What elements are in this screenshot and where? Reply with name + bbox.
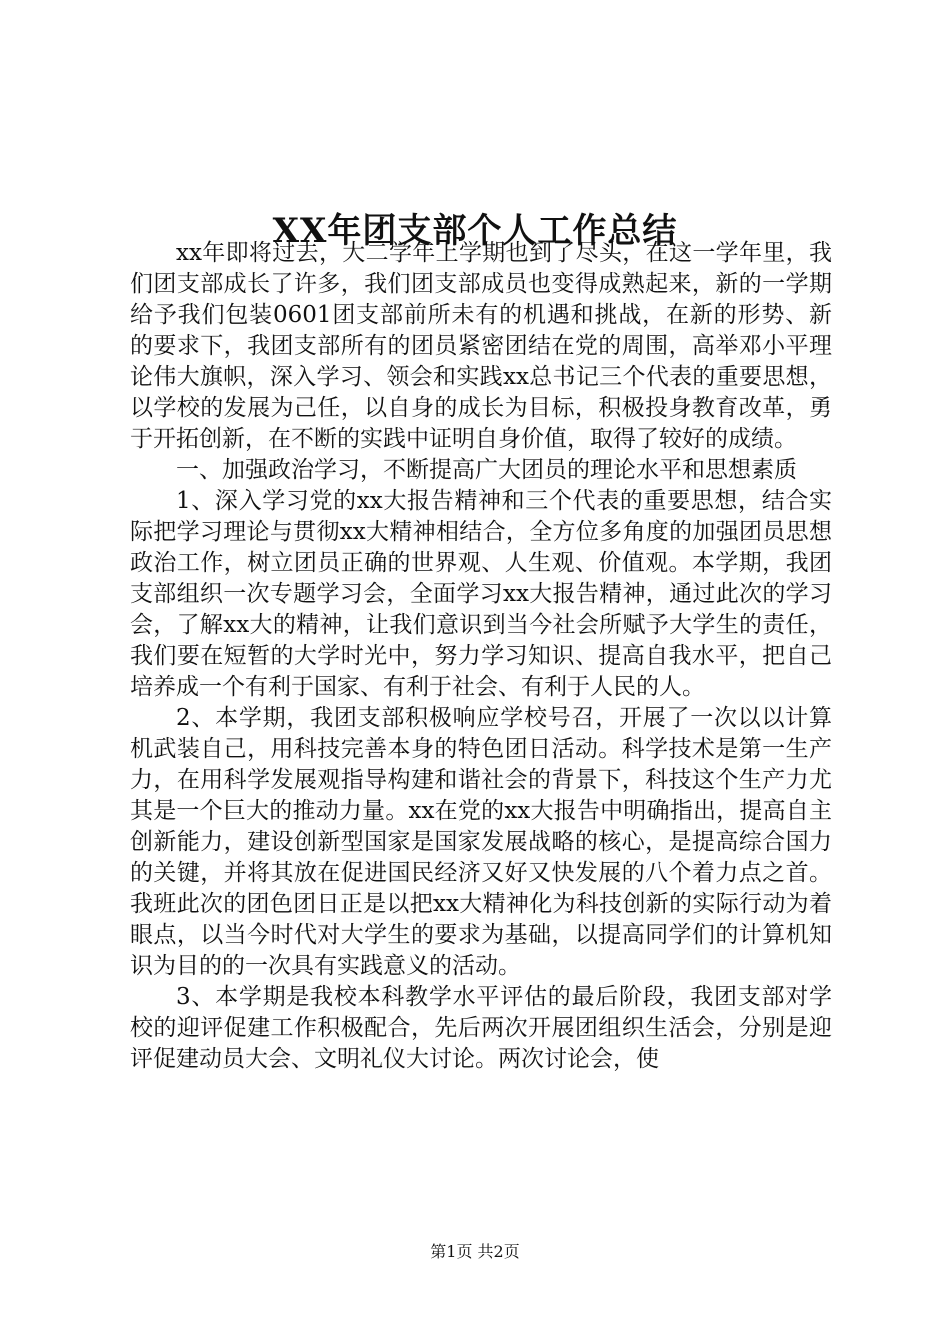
paragraph-item-3: 3、本学期是我校本科教学水平评估的最后阶段，我团支部对学校的迎评促建工作积极配合，先后两次开展团组织生活会，分别是迎评促建动员大会、文明礼仪大讨论。两次讨论会，使 — [130, 984, 832, 1072]
paragraph-item-2: 2、本学期，我团支部积极响应学校号召，开展了一次以以计算机武装自己，用科技完善本身的特色团日活动。科学技术是第一生产力，在用科学发展观指导构建和谐社会的背景下，科技这个生产力尤其是一个巨大的推动力量。xx在党的xx大报告中明确指出，提高自主创新能力，建设创新型国家是国家发展战略的核心，是提高综合国力的关键，并将其放在促进国民经济又好又快发展的八个着力点之首。我班此次的团色团日正是以把xx大精神化为科技创新的实际行动为着眼点，以当今时代对大学生的要求为基础，以提高同学们的计算机知识为目的的一次具有实践意义的活动。 — [130, 705, 832, 979]
page-footer: 第1页 共2页 — [430, 1242, 520, 1261]
paragraph-item-1: 1、深入学习党的xx大报告精神和三个代表的重要思想，结合实际把学习理论与贯彻xx大精神相结合，全方位多角度的加强团员思想政治工作，树立团员正确的世界观、人生观、价值观。本学期，我团支部组织一次专题学习会，全面学习xx大报告精神，通过此次的学习会，了解xx大的精神，让我们意识到当今社会所赋予大学生的责任，我们要在短暂的大学时光中，努力学习知识、提高自我水平，把自己培养成一个有利于国家、有利于社会、有利于人民的人。 — [130, 488, 832, 700]
page-title: XX年团支部个人工作总结 — [272, 210, 678, 251]
section-heading-1: 一、加强政治学习，不断提高广大团员的理论水平和思想素质 — [176, 457, 797, 483]
paragraph-intro: xx年即将过去，大二学年上学期也到了尽头，在这一学年里，我们团支部成长了许多，我们团支部成员也变得成熟起来，新的一学期给予我们包装0601团支部前所未有的机遇和挑战，在新的形势、新的要求下，我团支部所有的团员紧密团结在党的周围，高举邓小平理论伟大旗帜，深入学习、领会和实践xx总书记三个代表的重要思想，以学校的发展为己任，以自身的成长为目标，积极投身教育改革，勇于开拓创新，在不断的实践中证明自身价值，取得了较好的成绩。 — [130, 240, 832, 452]
document-body — [130, 238, 832, 1075]
